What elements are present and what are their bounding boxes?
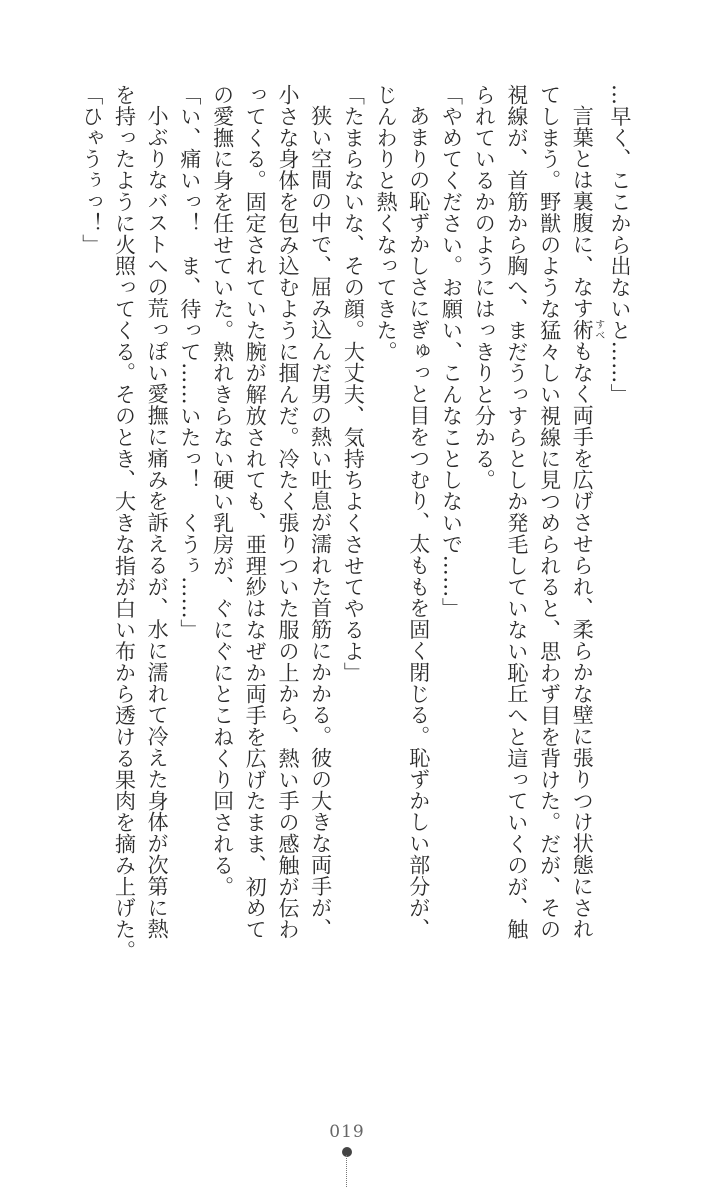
text-line: 「やめてください。お願い、こんなことしないで……」 [439,84,464,619]
text-line: を持ったように火照ってくる。そのとき、大きな指が白い布から透ける果肉を摘み上げた。 [112,84,137,962]
text-line: ってくる。固定されていた腕が解放されても、亜理紗はなぜか両手を広げたまま、初めて [243,84,268,940]
ruby-base: 術 [570,319,595,341]
text-line: られているかのようにはっきりと分かる。 [472,84,497,491]
text-line: 狭い空間の中で、屈み込んだ男の熱い吐息が濡れた首筋にかかる。彼の大きな両手が、 [308,105,333,940]
page-ornament-dot [342,1147,352,1157]
text-line: じんわりと熱くなってきた。 [374,84,399,363]
text-segment: 言葉とは裏腹に、なす [570,105,595,319]
text-line: 小ぶりなバストへの荒っぽい愛撫に痛みを訴えるが、水に濡れて冷えた身体が次第に熱 [145,105,170,940]
text-line [566,84,604,954]
text-line: てしまう。野獣のような猛々しい視線に見つめられると、思わず目を背けた。だが、その [537,84,562,940]
text-line: …早く、ここから出ないと……」 [608,84,632,405]
text-line: 「たまらないな、その顔。大丈夫、気持ちよくさせてやるよ」 [341,84,366,684]
text-line: 視線が、首筋から胸へ、まだうっすらとしか発毛していない恥丘へと這っていくのが、触 [504,84,529,940]
page-ornament-line [346,1155,347,1187]
text-line: 小さな身体を包み込むように掴んだ。冷たく張りついた服の上から、熱い手の感触が伝わ [275,84,300,940]
text-line: 「ひゃうぅっ！」 [79,84,104,256]
page-number: 019 [329,1122,365,1142]
body-text [75,84,636,962]
text-line: 「い、痛いっ！ ま、待って……いたっ！ くうぅ……」 [177,84,202,641]
ruby-reading: すべ [592,319,604,341]
text-line: あまりの恥ずかしさにぎゅっと目をつむり、太ももを固く閉じる。恥ずかしい部分が、 [406,105,431,940]
ruby-word [570,319,604,341]
text-line: の愛撫に身を任せていた。熟れきらない硬い乳房が、ぐにぐにとこねくり回される。 [210,84,235,898]
text-segment: もなく両手を広げさせられ、柔らかな壁に張りつけ状態にされ [570,340,595,940]
